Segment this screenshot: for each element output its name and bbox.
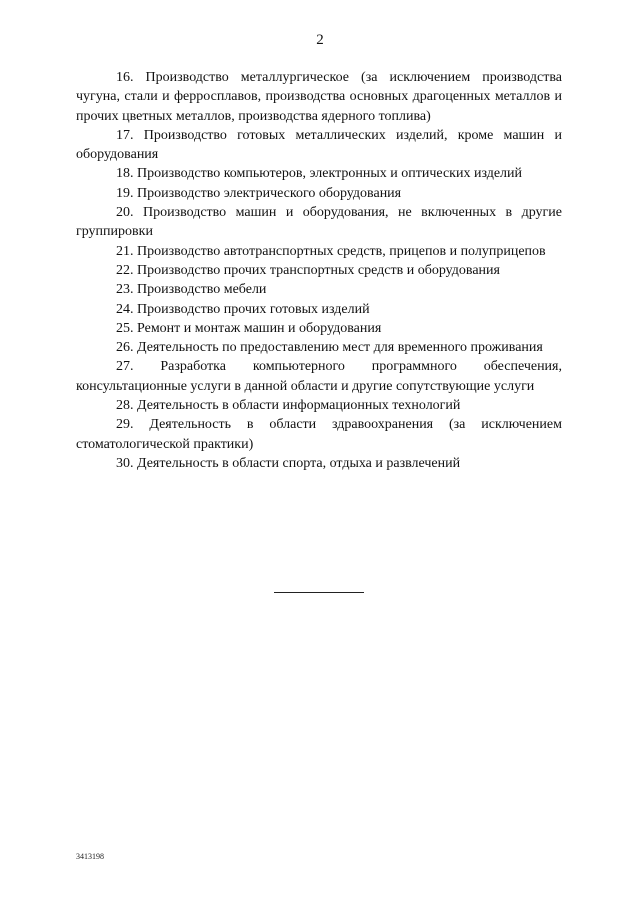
activity-list xyxy=(76,68,562,473)
list-item: 24. Производство прочих готовых изделий xyxy=(116,301,370,317)
end-divider xyxy=(274,592,364,593)
list-item: 29. Деятельность в области здравоохранения (за исключением стоматологической практики) xyxy=(76,417,562,452)
list-item: 26. Деятельность по предоставлению мест для временного проживания xyxy=(116,340,543,356)
list-item: 25. Ремонт и монтаж машин и оборудования xyxy=(116,320,382,336)
document-code: 3413198 xyxy=(76,852,104,861)
list-item: 27. Разработка компьютерного программного обеспечения, консультационные услуги в данной области и другие сопутствующие услуги xyxy=(76,359,562,394)
list-item: 22. Производство прочих транспортных средств и оборудования xyxy=(116,262,500,278)
list-item: 28. Деятельность в области информационных технологий xyxy=(116,398,461,414)
list-item: 16. Производство металлургическое (за исключением производства чугуна, стали и ферросплавов, производства основных драгоценных металлов и прочих цветных металлов, производства ядерного топлива) xyxy=(76,70,562,124)
list-item: 19. Производство электрического оборудования xyxy=(116,185,402,201)
page-number: 2 xyxy=(316,32,324,48)
list-item: 30. Деятельность в области спорта, отдыха и развлечений xyxy=(116,455,461,471)
list-item: 21. Производство автотранспортных средств, прицепов и полуприцепов xyxy=(116,243,546,259)
list-item: 17. Производство готовых металлических изделий, кроме машин и оборудования xyxy=(76,127,562,163)
list-item: 20. Производство машин и оборудования, не включенных в другие группировки xyxy=(76,205,562,240)
list-item: 18. Производство компьютеров, электронных и оптических изделий xyxy=(116,166,523,182)
list-item: 23. Производство мебели xyxy=(116,282,267,298)
